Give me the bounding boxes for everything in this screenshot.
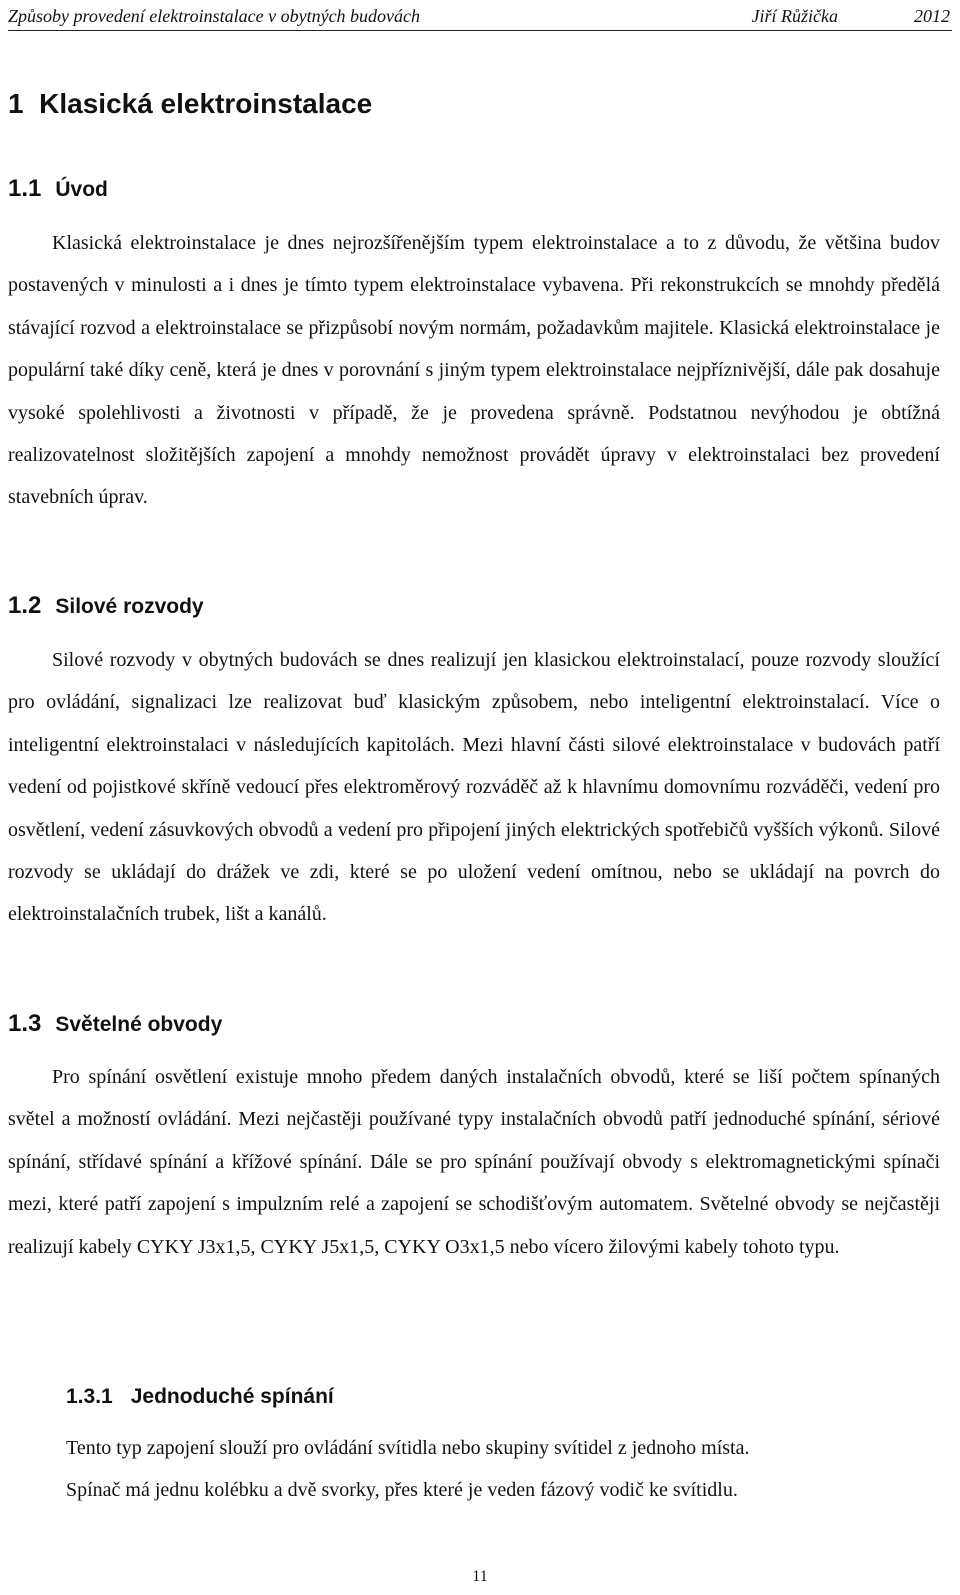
section-heading-lighting bbox=[8, 1010, 222, 1038]
chapter-title: Klasická elektroinstalace bbox=[39, 88, 373, 119]
subsection-number: 1.3.1 bbox=[66, 1385, 113, 1408]
subsection-title: Jednoduché spínání bbox=[130, 1385, 334, 1408]
section-paragraph-power: Silové rozvody v obytných budovách se dnes realizují jen klasickou elektroinstalací, pouze rozvody sloužící pro ovládání, signalizaci lze realizovat buď klasickým způsobem, nebo inteligentní elektroinstalací. Více o inteligentní elektroinstalaci v následujících kapitolách. Mezi hlavní části silové elektroinstalace v budovách patří vedení od pojistkové skříně vedoucí přes elektroměrový rozváděč až k hlavnímu domovnímu rozváděči, vedení pro osvětlení, vedení zásuvkových obvodů a vedení pro připojení jiných elektrických spotřebičů vyšších výkonů. Silové rozvody se ukládají do drážek ve zdi, které se po uložení vedení omítnou, nebo se ukládají na povrch do elektroinstalačních trubek, lišt a kanálů. bbox=[8, 649, 940, 926]
section-number: 1.3 bbox=[8, 1010, 42, 1037]
section-paragraph-intro: Klasická elektroinstalace je dnes nejrozšířenějším typem elektroinstalace a to z důvodu, že většina budov postavených v minulosti a i dnes je tímto typem elektroinstalace vybavena. Při rekonstrukcích se mnohdy předělá stávající rozvod a elektroinstalace se přizpůsobí novým normám, požadavkům majitele. Klasická elektroinstalace je populární také díky ceně, která je dnes v porovnání s jiným typem elektroinstalace nejpříznivější, dále pak dosahuje vysoké spolehlivosti a životnosti v případě, že je provedena správně. Podstatnou nevýhodou je obtížná realizovatelnost složitějších zapojení a mnohdy nemožnost provádět úpravy v elektroinstalaci bez provedení stavebních úprav. bbox=[8, 232, 940, 509]
section-title: Silové rozvody bbox=[55, 595, 204, 618]
section-title: Světelné obvody bbox=[55, 1013, 223, 1036]
header-document-title: Způsoby provedení elektroinstalace v obytných budovách bbox=[8, 6, 421, 26]
section-title: Úvod bbox=[55, 178, 108, 201]
header-year: 2012 bbox=[914, 6, 950, 26]
subsection-line-1: Tento typ zapojení slouží pro ovládání svítidla nebo skupiny svítidel z jednoho místa. bbox=[66, 1437, 750, 1459]
chapter-number: 1 bbox=[8, 88, 24, 119]
running-header bbox=[8, 4, 952, 31]
section-paragraph-lighting: Pro spínání osvětlení existuje mnoho předem daných instalačních obvodů, které se liší počtem spínaných světel a možností ovládání. Mezi nejčastěji používané typy instalačních obvodů patří jednoduché spínání, sériové spínání, střídavé spínání a křížové spínání. Dále se pro spínání používají obvody s elektromagnetickými spínači mezi, které patří zapojení s impulzním relé a zapojení se schodišťovým automatem. Světelné obvody se nejčastěji realizují kabely CYKY J3x1,5, CYKY J5x1,5, CYKY O3x1,5 nebo vícero žilovými kabely tohoto typu. bbox=[8, 1066, 940, 1258]
section-number: 1.2 bbox=[8, 592, 42, 619]
section-heading-power bbox=[8, 592, 204, 620]
section-number: 1.1 bbox=[8, 175, 42, 202]
chapter-heading bbox=[8, 88, 372, 120]
section-heading-intro bbox=[8, 175, 108, 203]
header-author: Jiří Růžička bbox=[751, 6, 838, 26]
subsection-heading bbox=[66, 1385, 334, 1409]
page-number: 11 bbox=[472, 1568, 488, 1585]
subsection-line-2: Spínač má jednu kolébku a dvě svorky, přes které je veden fázový vodič ke svítidlu. bbox=[66, 1479, 738, 1501]
